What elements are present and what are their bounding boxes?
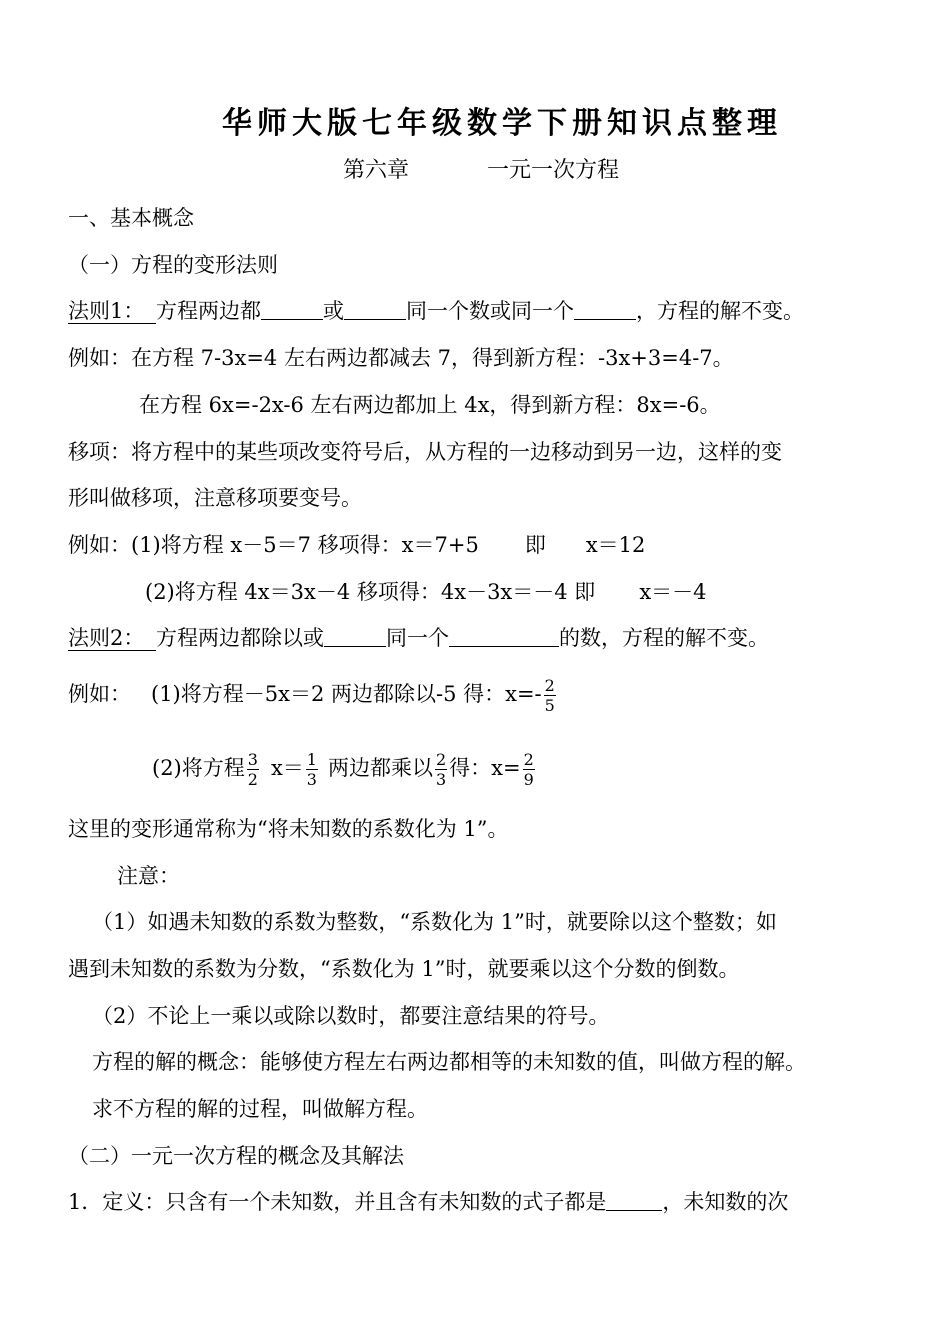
example-1a [68,344,734,372]
fraction-denominator: 9 [523,770,534,789]
fraction-denominator: 3 [306,770,317,789]
rule-2-text-c: 的数，方程的解不变。 [559,626,769,650]
fraction [247,750,259,789]
fraction-numerator: 1 [306,750,317,769]
note-1-line-2: 遇到未知数的系数为分数，“系数化为 1”时，就要乘以这个分数的倒数。 [68,957,740,981]
rule-2-text-a: 方程两边都除以或 [156,626,324,650]
rule-1-text-c: 同一个数或同一个 [406,299,574,323]
note-2: （2）不论上一乘以或除以数时，都要注意结果的符号。 [92,1004,610,1028]
coefficient-note: 这里的变形通常称为“将未知数的系数化为 1”。 [68,817,509,841]
fraction-denominator: 3 [435,770,447,789]
rule-2-label: 法则2： [68,626,156,651]
subsection-heading-rules: （一）方程的变形法则 [68,253,278,277]
fill-blank [449,624,559,647]
example-text: (1)将方程－5x＝2 两边都除以-5 得：x=- [151,682,542,706]
rule-1-label: 法则1： [68,299,156,324]
example-connector: 即 [524,533,546,557]
fill-blank [574,297,636,320]
example-result: x＝12 [585,533,646,557]
rule-1-text-b: 或 [323,299,344,323]
note-1-line-1: （1）如遇未知数的系数为整数，“系数化为 1”时，就要除以这个整数；如 [92,910,777,934]
example-3b [152,750,537,789]
chapter-name: 一元一次方程 [487,158,620,183]
solving-definition: 求不方程的解的过程，叫做解方程。 [92,1097,428,1121]
fraction-numerator: 2 [523,750,534,769]
chapter-number: 第六章 [343,158,410,183]
example-prefix: 例如： [68,346,131,370]
example-1b: 在方程 6x=-2x-6 左右两边都加上 4x，得到新方程：8x=-6。 [139,393,721,417]
example-text: (2)将方程 [152,756,245,780]
section-heading-basic: 一、基本概念 [68,206,194,230]
fill-blank [344,297,406,320]
rule-2-text-b: 同一个 [386,626,449,650]
fraction [544,676,556,715]
example-text: x＝ [270,756,304,780]
rule-1 [68,297,804,325]
example-result: x＝－4 [639,580,707,604]
example-text: (2)将方程 4x＝3x－4 移项得：4x－3x＝－4 即 [145,580,596,604]
example-prefix: 例如： [68,533,131,557]
page-title: 华师大版七年级数学下册知识点整理 [222,106,782,141]
fill-blank [261,297,323,320]
fraction [523,750,535,789]
fraction-numerator: 2 [544,676,555,695]
fraction [306,750,318,789]
fraction-numerator: 3 [247,750,258,769]
definition-text-a: 1．定义：只含有一个未知数，并且含有未知数的式子都是 [68,1190,607,1214]
fill-blank [324,624,386,647]
fraction-numerator: 2 [435,750,447,769]
transposition-definition-1: 移项：将方程中的某些项改变符号后，从方程的一边移动到另一边，这样的变 [68,440,782,464]
fraction [435,750,447,789]
fraction-denominator: 2 [247,770,258,789]
fill-blank [606,1188,662,1211]
example-2b [145,578,707,606]
rule-2 [68,624,769,652]
example-2a [68,531,645,559]
example-text: 在方程 7-3x=4 左右两边都减去 7，得到新方程：-3x+3=4-7。 [131,346,734,370]
solution-definition: 方程的解的概念：能够使方程左右两边都相等的未知数的值，叫做方程的解。 [92,1050,806,1074]
transposition-definition-2: 形叫做移项，注意移项要变号。 [68,486,362,510]
note-label: 注意： [117,864,180,888]
definition-text-b: ，未知数的次 [662,1190,789,1214]
definition-1 [68,1188,788,1216]
chapter-heading [343,157,619,185]
example-3a [68,676,558,715]
fraction-denominator: 5 [544,696,555,715]
rule-1-text-d: ，方程的解不变。 [636,299,804,323]
subsection-heading-linear: （二）一元一次方程的概念及其解法 [68,1144,404,1168]
example-text: 得：x= [449,756,521,780]
example-text: (1)将方程 x－5＝7 移项得：x＝7+5 [131,533,479,557]
rule-1-text-a: 方程两边都 [156,299,261,323]
example-text: 两边都乘以 [327,756,433,780]
example-prefix: 例如： [68,682,131,706]
